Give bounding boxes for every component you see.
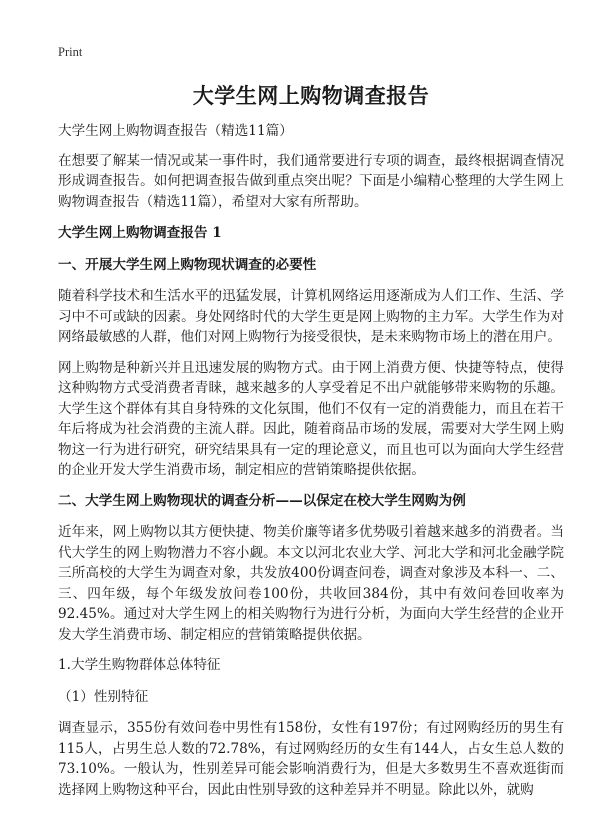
section-2-paragraph-1: 近年来，网上购物以其方便快捷、物美价廉等诸多优势吸引着越来越多的消费者。当代大学生的网上购物潜力不容小觑。本文以河北农业大学、河北大学和河北金融学院三所高校的大学生为调查对象，共发放400份调查问卷，调查对象涉及本科一、二、三、四年级，每个年级发放问卷100份，共收回384份，其中有效问卷回收率为92.45%。通过对大学生网上的相关购物行为进行分析，为面向大学生经营的企业开发大学生消费市场、制定相应的营销策略提供依据。 xyxy=(58,524,564,643)
subsection-1-1-paragraph: 调查显示，355份有效问卷中男性有158份，女性有197份；有过网购经历的男生有115人，占男生总人数的72.78%，有过网购经历的女生有144人，占女生总人数的73.10%。一般认为，性别差异可能会影响消费行为，但是大多数男生不喜欢逛街而选择网上购物这种平台，因此由性别导致的这种差异并不明显。除此以外，就购 xyxy=(58,720,564,798)
print-link[interactable]: Print xyxy=(58,45,83,59)
document-subtitle: 大学生网上购物调查报告（精选11篇） xyxy=(58,123,293,139)
section-1-paragraph-2: 网上购物是种新兴并且迅速发展的购物方式。由于网上消费方便、快捷等特点，使得这种购物方式受消费者青睐，越来越多的人享受着足不出户就能够带来购物的乐趣。大学生这个群体有其自身特殊的文化氛围，他们不仅有一定的消费能力，而且在若干年后将成为社会消费的主流人群。因此，随着商品市场的发展，需要对大学生网上购物这一行为进行研究，研究结果具有一定的理论意义，而且也可以为面向大学生经营的企业开发大学生消费市场，制定相应的营销策略提供依据。 xyxy=(58,359,564,478)
subsection-1-heading: 1.大学生购物群体总体特征 xyxy=(58,657,221,673)
section-2-heading: 二、大学生网上购物现状的调查分析——以保定在校大学生网购为例 xyxy=(58,492,466,509)
section-1-paragraph-1: 随着科学技术和生活水平的迅猛发展，计算机网络运用逐渐成为人们工作、生活、学习中不可或缺的因素。身处网络时代的大学生更是网上购物的主力军。大学生作为对网络最敏感的人群，他们对网上购物行为接受很快，是未来购物市场上的潜在用户。 xyxy=(58,288,564,345)
subsection-1-1-heading: （1）性别特征 xyxy=(58,688,149,705)
intro-paragraph: 在想要了解某一情况或某一事件时，我们通常要进行专项的调查，最终根据调查情况形成调查报告。如何把调查报告做到重点突出呢？下面是小编精心整理的大学生网上购物调查报告（精选11篇），希望对大家有所帮助。 xyxy=(58,152,564,210)
report-heading: 大学生网上购物调查报告 1 xyxy=(58,225,222,241)
section-1-heading: 一、开展大学生网上购物现状调查的必要性 xyxy=(58,256,317,273)
document-title: 大学生网上购物调查报告 xyxy=(192,83,430,108)
